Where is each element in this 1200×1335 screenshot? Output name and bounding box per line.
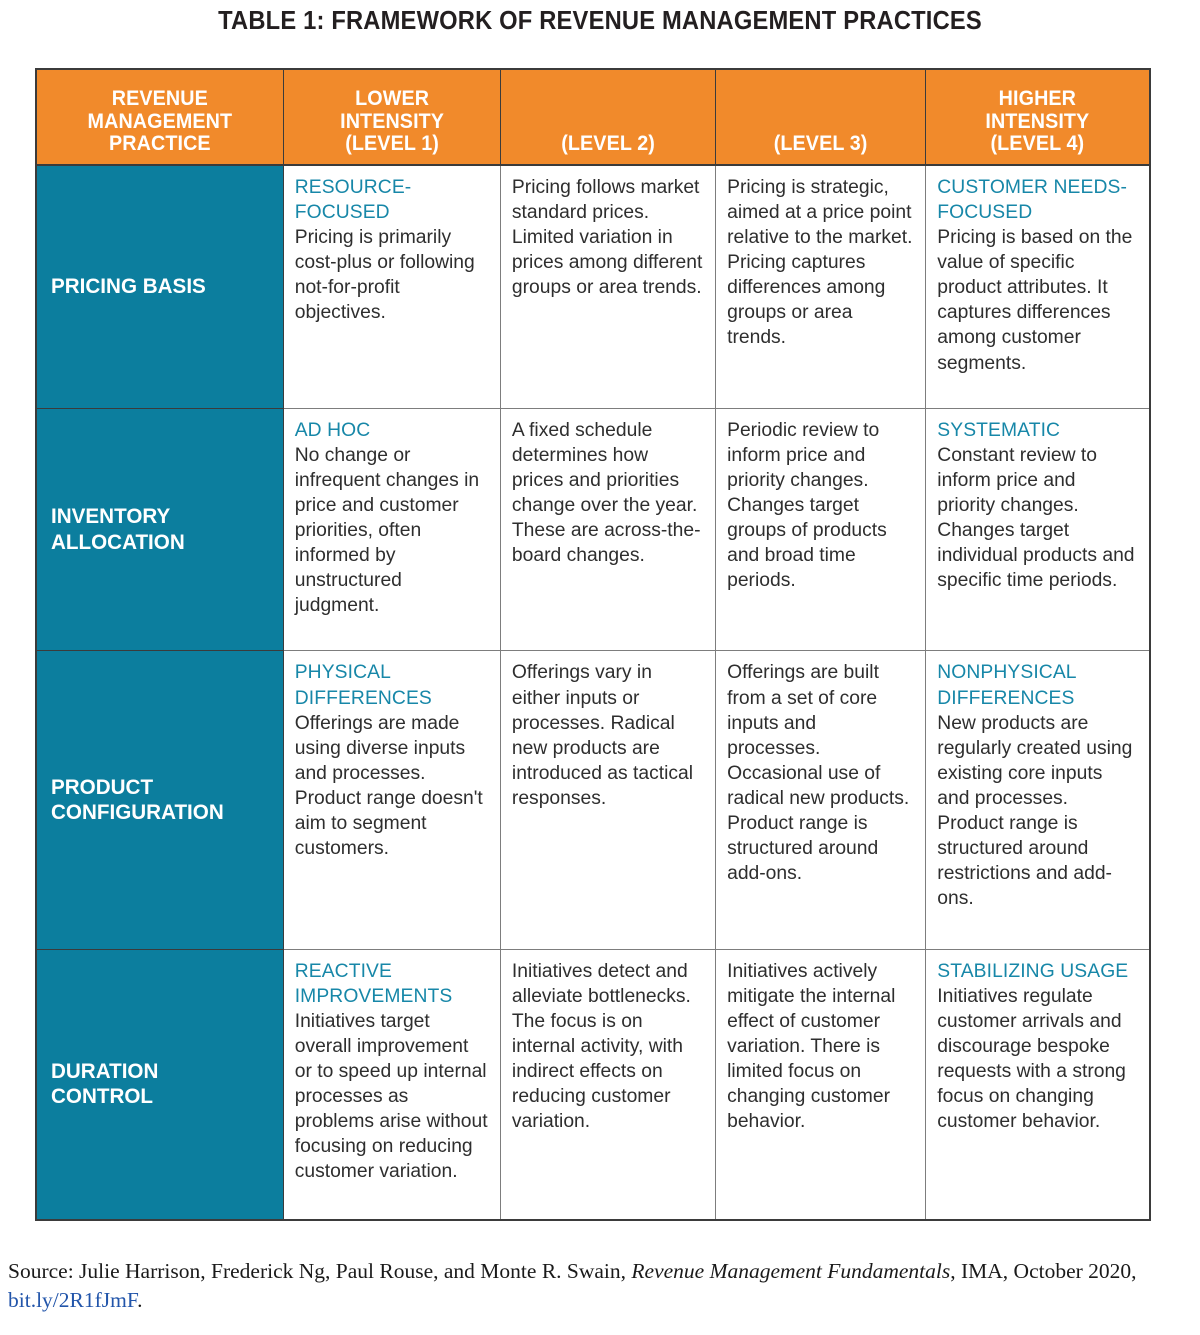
column-header-practice: [37, 70, 283, 165]
cell-duration-control-level-1: [283, 949, 500, 1219]
row-label-text: PRICING BASIS: [51, 274, 206, 299]
cell-heading: AD HOC: [294, 419, 371, 441]
row-label-text: DURATION CONTROL: [51, 1058, 159, 1109]
table-row: [37, 408, 1149, 651]
row-label-pricing-basis: [37, 165, 283, 408]
column-header-practice-line-2: MANAGEMENT: [87, 109, 233, 133]
source-link[interactable]: bit.ly/2R1fJmF: [8, 1288, 138, 1313]
source-note: [8, 1257, 1158, 1315]
cell-body: Initiatives target overall improvement or to speed up internal processes as problems arise without focusing on reducing customer variation.: [294, 1010, 488, 1183]
row-label-text: INVENTORY ALLOCATION: [51, 504, 185, 554]
cell-heading: NONPHYSICAL DIFFERENCES: [937, 662, 1076, 709]
column-header-level-1-line-3: (LEVEL 1): [344, 132, 439, 156]
framework-table: [35, 68, 1151, 1221]
cell-body: Initiatives regulate customer arrivals and discourage bespoke requests with a strong focus on changing customer behavior.: [937, 985, 1126, 1133]
table-header: [37, 70, 1149, 165]
cell-duration-control-level-3: [716, 949, 926, 1219]
table-header-row: [37, 70, 1149, 165]
source-prefix: Source: Julie Harrison, Frederick Ng, Paul Rouse, and Monte R. Swain,: [8, 1259, 632, 1283]
cell-heading: SYSTEMATIC: [937, 419, 1061, 441]
column-header-level-4-line-2: INTENSITY: [985, 109, 1090, 133]
cell-heading: STABILIZING USAGE: [937, 960, 1129, 982]
table-row: [37, 651, 1149, 949]
table-body: [37, 165, 1149, 1219]
revenue-management-practices-table: [37, 70, 1149, 1219]
cell-duration-control-level-2: [500, 949, 715, 1219]
source-suffix: .: [137, 1288, 143, 1313]
column-header-level-4: [926, 70, 1149, 165]
cell-body: Initiatives actively mitigate the internal effect of customer variation. There is limited focus on changing customer behavior.: [727, 960, 896, 1133]
column-header-level-2-line-1: (LEVEL 2): [561, 132, 655, 156]
cell-inventory-allocation-level-3: [716, 408, 926, 651]
column-header-level-1: [283, 70, 500, 165]
cell-heading: CUSTOMER NEEDS-FOCUSED: [937, 177, 1127, 224]
cell-pricing-basis-level-2: [500, 165, 715, 408]
column-header-level-2: [500, 70, 715, 165]
column-header-practice-line-3: PRACTICE: [109, 132, 211, 156]
cell-inventory-allocation-level-4: [926, 408, 1149, 651]
table-row: [37, 165, 1149, 408]
cell-body: Initiatives detect and alleviate bottlenecks. The focus is on internal activity, with indirect effects on reducing customer variation.: [511, 960, 691, 1133]
cell-body: New products are regularly created using existing core inputs and processes. Product range is structured around restrictions and add-ons.: [937, 712, 1133, 910]
cell-heading: PHYSICAL DIFFERENCES: [294, 662, 432, 709]
cell-body: Pricing is based on the value of specific product attributes. It captures differences among customer segments.: [937, 227, 1133, 374]
cell-body: Pricing is strategic, aimed at a price point relative to the market. Pricing captures differences among groups or area trends.: [727, 177, 913, 349]
cell-inventory-allocation-level-1: [283, 408, 500, 651]
page-title: TABLE 1: FRAMEWORK OF REVENUE MANAGEMENT PRACTICES: [218, 7, 982, 35]
cell-body: No change or infrequent changes in price and customer priorities, often informed by unstructured judgment.: [294, 444, 480, 617]
row-label-product-configuration: [37, 651, 283, 949]
source-publication-title: Revenue Management Fundamentals: [631, 1259, 951, 1283]
cell-body: Offerings vary in either inputs or processes. Radical new products are introduced as tactical responses.: [511, 662, 694, 809]
column-header-level-4-line-1: HIGHER: [998, 86, 1077, 110]
column-header-level-3: [716, 70, 926, 165]
cell-product-configuration-level-4: [926, 651, 1149, 949]
row-label-text: PRODUCT CONFIGURATION: [51, 774, 224, 825]
cell-product-configuration-level-2: [500, 651, 715, 949]
cell-inventory-allocation-level-2: [500, 408, 715, 651]
cell-duration-control-level-4: [926, 949, 1149, 1219]
cell-heading: RESOURCE-FOCUSED: [294, 177, 412, 224]
column-header-level-3-line-1: (LEVEL 3): [773, 132, 868, 156]
cell-product-configuration-level-3: [716, 651, 926, 949]
cell-body: Offerings are made using diverse inputs and processes. Product range doesn't aim to segment customers.: [294, 712, 483, 860]
cell-body: A fixed schedule determines how prices and priorities change over the year. These are across-the-board changes.: [511, 419, 701, 567]
row-label-inventory-allocation: [37, 408, 283, 651]
cell-product-configuration-level-1: [283, 651, 500, 949]
cell-pricing-basis-level-4: [926, 165, 1149, 408]
cell-pricing-basis-level-1: [283, 165, 500, 408]
cell-body: Pricing follows market standard prices. Limited variation in prices among different groups or area trends.: [511, 177, 703, 299]
cell-body: Constant review to inform price and priority changes. Changes target individual products and specific time periods.: [937, 444, 1135, 592]
column-header-level-1-line-1: LOWER: [354, 86, 429, 110]
row-label-duration-control: [37, 949, 283, 1219]
column-header-level-1-line-2: INTENSITY: [339, 109, 444, 133]
cell-pricing-basis-level-3: [716, 165, 926, 408]
source-middle: , IMA, October 2020,: [950, 1259, 1137, 1283]
cell-body: Periodic review to inform price and priority changes. Changes target groups of products and broad time periods.: [727, 419, 887, 592]
table-row: [37, 949, 1149, 1219]
cell-heading: REACTIVE IMPROVEMENTS: [294, 960, 453, 1007]
column-header-practice-line-1: REVENUE: [111, 86, 208, 110]
cell-body: Offerings are built from a set of core inputs and processes. Occasional use of radical new products. Product range is structured around add-ons.: [727, 662, 910, 885]
cell-body: Pricing is primarily cost-plus or following not-for-profit objectives.: [294, 227, 475, 324]
column-header-level-4-line-3: (LEVEL 4): [990, 132, 1085, 156]
